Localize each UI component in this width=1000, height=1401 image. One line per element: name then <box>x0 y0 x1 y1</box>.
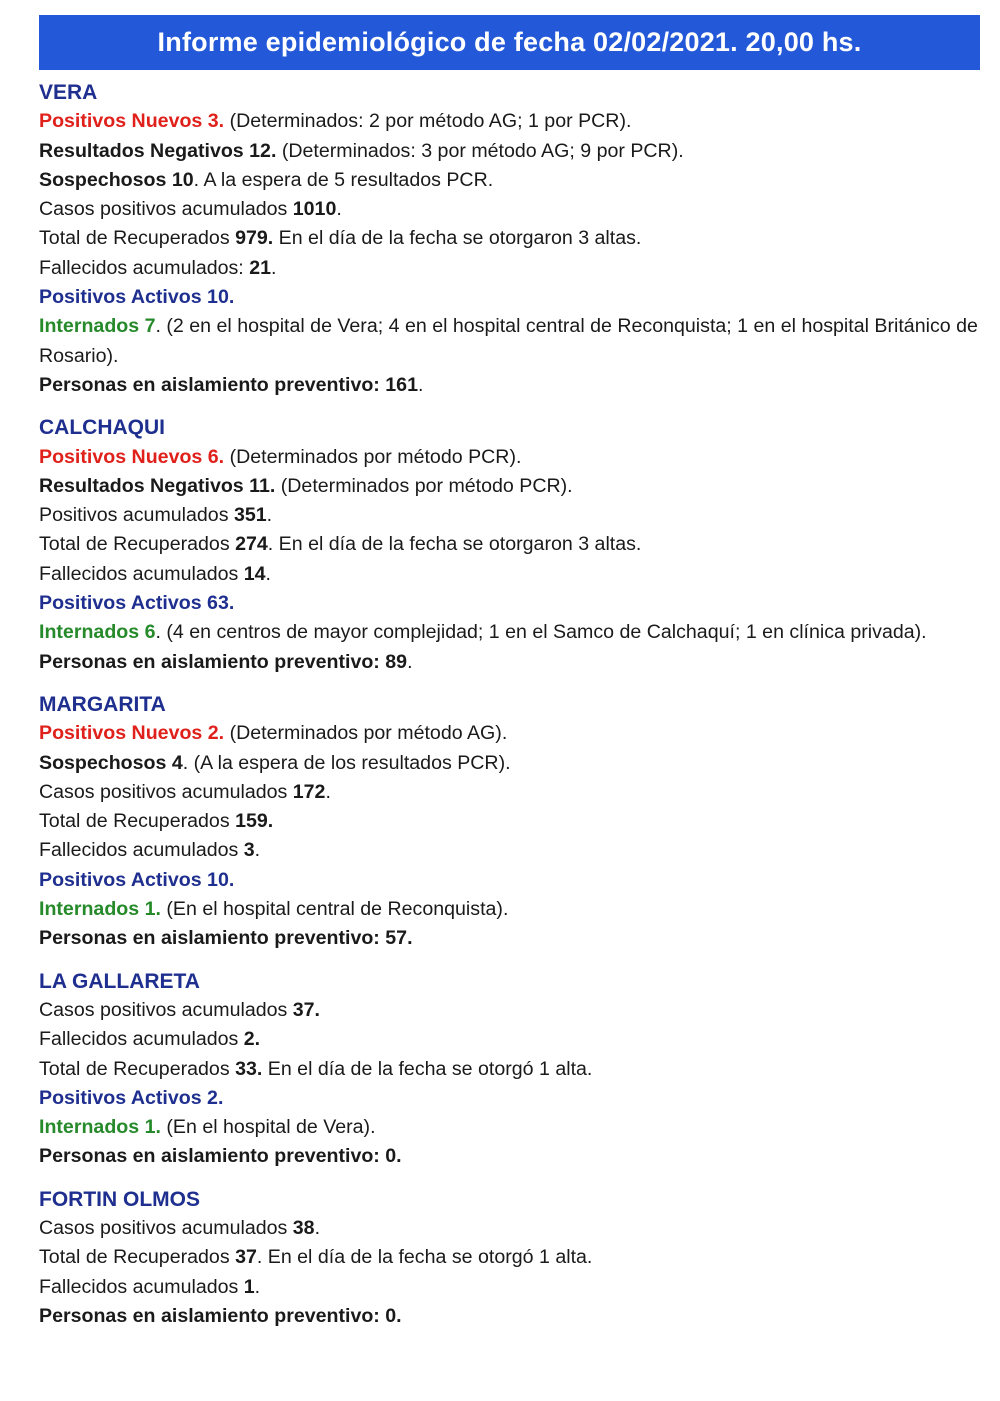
report-banner <box>39 15 980 70</box>
sospechosos-detail: . (A la espera de los resultados PCR). <box>182 751 511 774</box>
internados-value: Internados 1. <box>39 898 161 921</box>
positivos-nuevos-value: Positivos Nuevos 6. <box>39 445 225 468</box>
positivos-nuevos-detail: (Determinados: 2 por método AG; 1 por PCR). <box>224 110 632 133</box>
fallecidos-line <box>39 1025 979 1054</box>
acumulados-label: Positivos acumulados <box>39 504 234 527</box>
recuperados-line <box>39 1055 979 1084</box>
recuperados-detail: . En el día de la fecha se otorgaron 3 altas. <box>267 533 642 556</box>
recuperados-value: 979. <box>235 227 274 250</box>
positivos-nuevos-value: Positivos Nuevos 2. <box>39 722 225 745</box>
negativos-line <box>39 472 979 501</box>
recuperados-value: 33. <box>235 1057 263 1080</box>
section-title: LA GALLARETA <box>39 969 200 993</box>
aislamiento-value: Personas en aislamiento preventivo: 57. <box>39 927 413 950</box>
sospechosos-line <box>39 749 979 778</box>
fallecidos-tail: . <box>265 562 271 585</box>
acumulados-value: 37. <box>292 998 321 1021</box>
activos-value: Positivos Activos 2. <box>39 1086 224 1109</box>
activos-line <box>39 283 979 312</box>
internados-value: Internados 7 <box>39 315 156 338</box>
recuperados-line <box>39 1243 979 1272</box>
recuperados-detail: En el día de la fecha se otorgaron 3 altas. <box>273 227 642 250</box>
fallecidos-tail: . <box>271 256 277 279</box>
section-vera <box>39 78 979 400</box>
fallecidos-value: 21 <box>249 256 271 279</box>
acumulados-label: Casos positivos acumulados <box>39 998 293 1021</box>
fallecidos-line <box>39 1273 979 1302</box>
recuperados-value: 274 <box>235 533 268 556</box>
report-title: Informe epidemiológico de fecha 02/02/2021. 20,00 hs. <box>157 27 862 57</box>
acumulados-line <box>39 1214 979 1243</box>
fallecidos-value: 2. <box>243 1028 261 1051</box>
aislamiento-value: Personas en aislamiento preventivo: 89 <box>39 650 408 673</box>
aislamiento-tail: . <box>417 373 424 396</box>
acumulados-line <box>39 501 979 530</box>
aislamiento-line <box>39 648 979 677</box>
negativos-line <box>39 137 979 166</box>
activos-line <box>39 589 979 618</box>
negativos-value: Resultados Negativos 12. <box>39 139 277 162</box>
acumulados-tail: . <box>325 780 331 803</box>
report-content <box>39 78 979 1344</box>
section-calchaqui <box>39 413 979 677</box>
aislamiento-line <box>39 924 979 953</box>
fallecidos-value: 1 <box>243 1275 255 1298</box>
recuperados-label: Total de Recuperados <box>39 227 236 250</box>
section-title: MARGARITA <box>39 692 166 716</box>
acumulados-value: 172 <box>292 780 326 803</box>
acumulados-tail: . <box>314 1216 321 1239</box>
section-la-gallareta <box>39 967 979 1172</box>
section-fortin-olmos <box>39 1185 979 1331</box>
fallecidos-tail: . <box>254 1275 261 1298</box>
negativos-detail: (Determinados: 3 por método AG; 9 por PCR). <box>276 139 684 162</box>
recuperados-value: 37 <box>235 1246 257 1269</box>
recuperados-line <box>39 530 979 559</box>
activos-value: Positivos Activos 10. <box>39 286 235 309</box>
positivos-nuevos-line <box>39 443 979 472</box>
sospechosos-value: Sospechosos 10 <box>39 168 194 191</box>
recuperados-label: Total de Recuperados <box>39 810 236 833</box>
sospechosos-detail: . A la espera de 5 resultados PCR. <box>193 168 494 191</box>
internados-detail: (En el hospital de Vera). <box>160 1116 376 1139</box>
fallecidos-label: Fallecidos acumulados: <box>39 256 250 279</box>
internados-line <box>39 618 979 647</box>
activos-value: Positivos Activos 10. <box>39 868 235 891</box>
recuperados-label: Total de Recuperados <box>39 533 236 556</box>
recuperados-detail: . En el día de la fecha se otorgó 1 alta. <box>256 1246 593 1269</box>
acumulados-label: Casos positivos acumulados <box>39 198 293 221</box>
positivos-nuevos-detail: (Determinados por método PCR). <box>224 445 522 468</box>
recuperados-detail: En el día de la fecha se otorgó 1 alta. <box>262 1057 593 1080</box>
aislamiento-tail: . <box>407 650 413 673</box>
acumulados-line <box>39 996 979 1025</box>
section-title: FORTIN OLMOS <box>39 1187 200 1211</box>
internados-detail: . (2 en el hospital de Vera; 4 en el hospital central de Reconquista; 1 en el hospital Británico de Rosario). <box>39 315 978 367</box>
recuperados-value: 159. <box>235 810 274 833</box>
internados-value: Internados 6 <box>39 621 156 644</box>
acumulados-line <box>39 778 979 807</box>
positivos-nuevos-detail: (Determinados por método AG). <box>224 722 508 745</box>
aislamiento-line <box>39 371 979 400</box>
fallecidos-label: Fallecidos acumulados <box>39 1028 244 1051</box>
positivos-nuevos-value: Positivos Nuevos 3. <box>39 110 225 133</box>
fallecidos-line <box>39 836 979 865</box>
recuperados-line <box>39 807 979 836</box>
recuperados-line <box>39 224 979 253</box>
aislamiento-value: Personas en aislamiento preventivo: 0. <box>39 1304 402 1327</box>
fallecidos-label: Fallecidos acumulados <box>39 562 244 585</box>
fallecidos-line <box>39 560 979 589</box>
acumulados-tail: . <box>336 198 342 221</box>
fallecidos-value: 14 <box>243 562 266 585</box>
internados-line <box>39 1113 979 1142</box>
acumulados-line <box>39 195 979 224</box>
acumulados-value: 38 <box>292 1216 315 1239</box>
aislamiento-value: Personas en aislamiento preventivo: 161 <box>39 373 418 396</box>
internados-detail: (En el hospital central de Reconquista). <box>160 898 509 921</box>
fallecidos-tail: . <box>254 839 261 862</box>
acumulados-value: 351 <box>233 504 267 527</box>
sospechosos-line <box>39 166 979 195</box>
activos-line <box>39 1084 979 1113</box>
acumulados-label: Casos positivos acumulados <box>39 780 293 803</box>
fallecidos-label: Fallecidos acumulados <box>39 839 244 862</box>
internados-detail: . (4 en centros de mayor complejidad; 1 en el Samco de Calchaquí; 1 en clínica privada). <box>155 621 927 644</box>
section-title: CALCHAQUI <box>39 416 165 440</box>
activos-line <box>39 866 979 895</box>
sospechosos-value: Sospechosos 4 <box>39 751 183 774</box>
internados-line <box>39 312 979 371</box>
negativos-value: Resultados Negativos 11. <box>39 474 276 497</box>
acumulados-value: 1010 <box>292 198 337 221</box>
recuperados-label: Total de Recuperados <box>39 1246 236 1269</box>
negativos-detail: (Determinados por método PCR). <box>275 474 573 497</box>
positivos-nuevos-line <box>39 107 979 136</box>
section-margarita <box>39 690 979 954</box>
fallecidos-line <box>39 254 979 283</box>
acumulados-tail: . <box>266 504 273 527</box>
fallecidos-label: Fallecidos acumulados <box>39 1275 244 1298</box>
recuperados-label: Total de Recuperados <box>39 1057 236 1080</box>
positivos-nuevos-line <box>39 719 979 748</box>
aislamiento-line <box>39 1302 979 1331</box>
internados-value: Internados 1. <box>39 1116 161 1139</box>
aislamiento-value: Personas en aislamiento preventivo: 0. <box>39 1145 402 1168</box>
aislamiento-line <box>39 1142 979 1171</box>
activos-value: Positivos Activos 63. <box>39 592 235 615</box>
internados-line <box>39 895 979 924</box>
fallecidos-value: 3 <box>243 839 255 862</box>
acumulados-label: Casos positivos acumulados <box>39 1216 293 1239</box>
section-title: VERA <box>39 81 98 104</box>
